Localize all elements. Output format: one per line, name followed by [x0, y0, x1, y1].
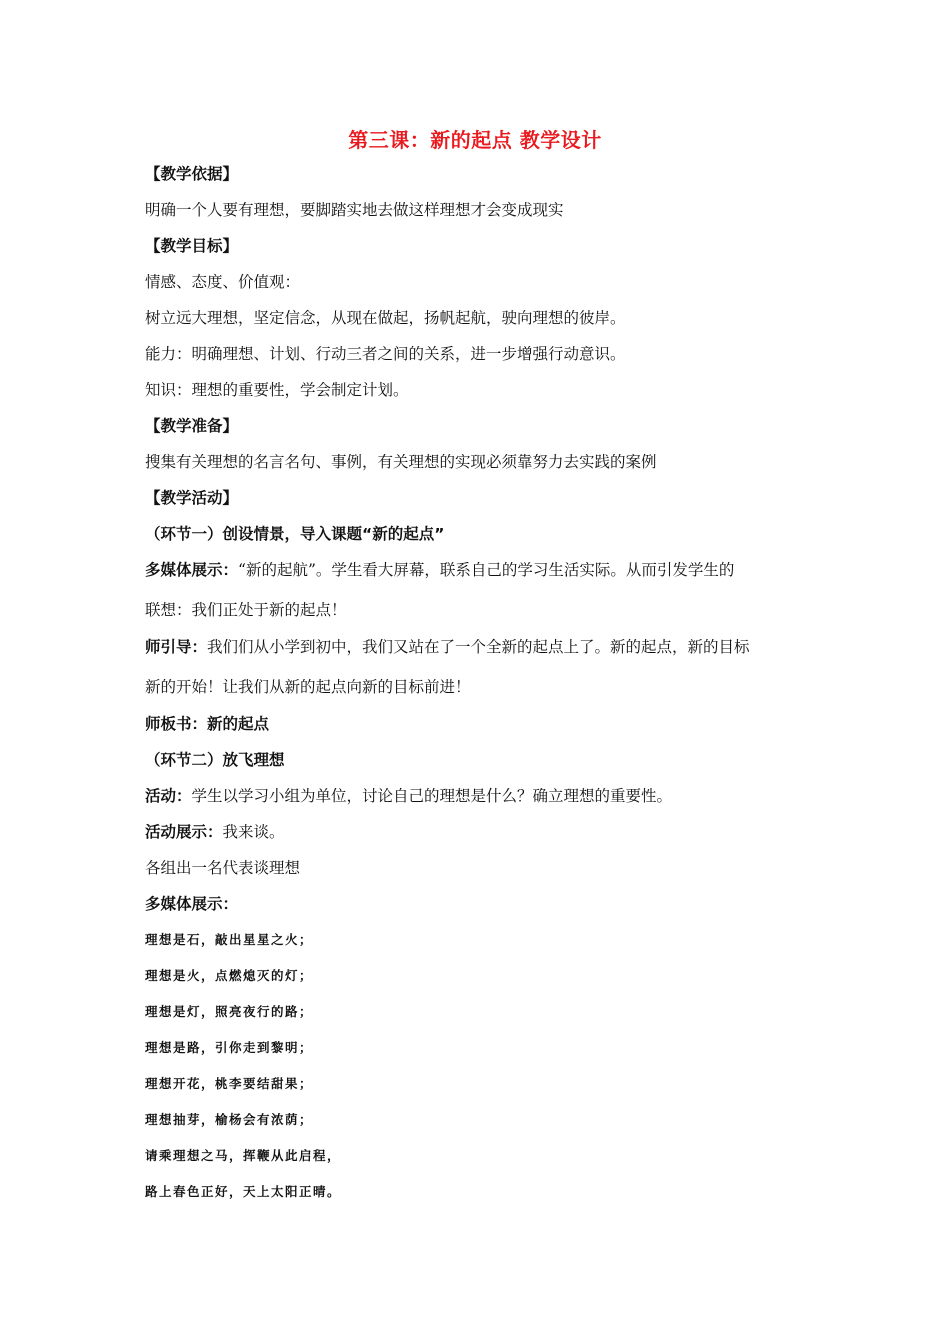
board-text: 师板书：新的起点 [145, 715, 270, 733]
step2-heading: （环节二）放飞理想 [145, 751, 285, 769]
media1-text-cont: 联想：我们正处于新的起点！ [145, 601, 347, 619]
guide-label: 师引导： [145, 638, 208, 656]
activity-label: 活动： [145, 787, 192, 805]
media2-label: 多媒体展示： [145, 895, 239, 913]
poem-line: 路上春色正好，天上太阳正晴。 [145, 1184, 342, 1199]
goals-ability: 能力：明确理想、计划、行动三者之间的关系，进一步增强行动意识。 [145, 345, 626, 363]
poem-line: 理想是火，点燃熄灭的灯； [145, 968, 314, 983]
page-title: 第三课：新的起点 教学设计 [348, 128, 602, 152]
basis-text: 明确一个人要有理想，要脚踏实地去做这样理想才会变成现实 [145, 201, 564, 219]
poem-line: 请乘理想之马，挥鞭从此启程， [145, 1148, 342, 1163]
goals-knowledge: 知识：理想的重要性，学会制定计划。 [145, 381, 409, 399]
goals-heading: 【教学目标】 [145, 237, 239, 255]
goals-emotion-text: 树立远大理想，坚定信念，从现在做起，扬帆起航，驶向理想的彼岸。 [145, 309, 626, 327]
activities-heading: 【教学活动】 [145, 489, 239, 507]
media1-label: 多媒体展示： [145, 561, 239, 579]
activity-text: 学生以学习小组为单位，讨论自己的理想是什么？确立理想的重要性。 [191, 787, 673, 805]
basis-heading: 【教学依据】 [145, 165, 239, 183]
show-text: 我来谈。 [222, 823, 285, 841]
guide-text: 我们们从小学到初中，我们又站在了一个全新的起点上了。新的起点，新的目标 [207, 638, 750, 656]
show-paragraph [145, 822, 285, 842]
poem-line: 理想是灯，照亮夜行的路； [145, 1004, 314, 1019]
show-label: 活动展示： [145, 823, 223, 841]
goals-emotion-label: 情感、态度、价值观： [145, 273, 301, 291]
guide-paragraph [145, 637, 750, 657]
step1-heading: （环节一）创设情景，导入课题“新的起点” [145, 525, 445, 543]
media1-text: “新的起航”。学生看大屏幕，联系自己的学习生活实际。从而引发学生的 [238, 561, 735, 579]
prep-heading: 【教学准备】 [145, 417, 239, 435]
media1-paragraph [145, 560, 734, 580]
guide-text-cont: 新的开始！让我们从新的起点向新的目标前进！ [145, 678, 471, 696]
groups-text: 各组出一名代表谈理想 [145, 859, 301, 877]
prep-text: 搜集有关理想的名言名句、事例，有关理想的实现必须靠努力去实践的案例 [145, 453, 657, 471]
activity-paragraph [145, 786, 672, 806]
poem-line: 理想是路，引你走到黎明； [145, 1040, 314, 1055]
poem-line: 理想抽芽，榆杨会有浓荫； [145, 1112, 314, 1127]
poem-line: 理想是石，敲出星星之火； [145, 932, 314, 947]
poem-line: 理想开花，桃李要结甜果； [145, 1076, 314, 1091]
